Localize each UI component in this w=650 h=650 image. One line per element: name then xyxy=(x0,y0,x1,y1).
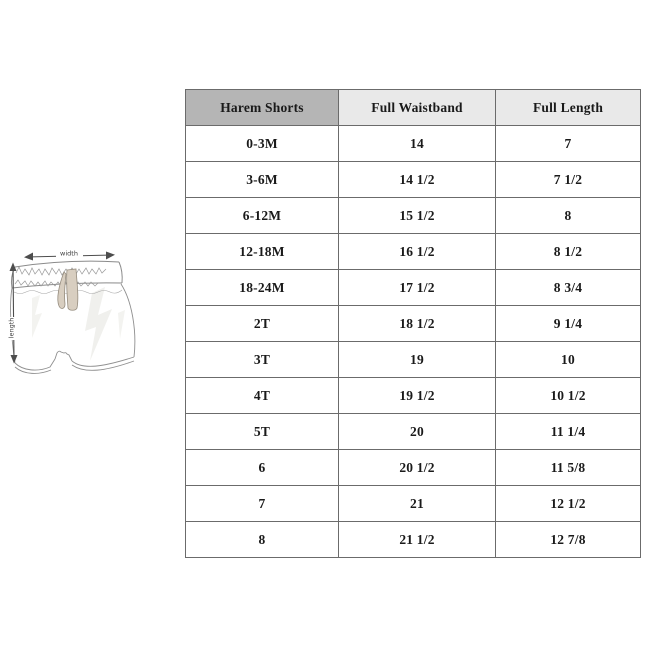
table-cell: 16 1/2 xyxy=(339,234,496,270)
table-cell: 11 1/4 xyxy=(496,414,641,450)
table-row xyxy=(186,198,641,234)
length-dimension-label: length xyxy=(7,317,16,339)
table-cell: 4T xyxy=(186,378,339,414)
table-cell: 9 1/4 xyxy=(496,306,641,342)
table-cell: 8 xyxy=(496,198,641,234)
table-header xyxy=(186,90,641,126)
table-cell: 0-3M xyxy=(186,126,339,162)
width-arrow xyxy=(24,248,115,261)
column-header-waistband: Full Waistband xyxy=(339,90,496,126)
table-cell: 19 xyxy=(339,342,496,378)
table-cell: 12 7/8 xyxy=(496,522,641,558)
table-row xyxy=(186,306,641,342)
size-rows xyxy=(186,126,641,558)
table-cell: 8 1/2 xyxy=(496,234,641,270)
table-cell: 5T xyxy=(186,414,339,450)
table-row xyxy=(186,486,641,522)
table-cell: 8 xyxy=(186,522,339,558)
table-row xyxy=(186,522,641,558)
table-row xyxy=(186,162,641,198)
width-dimension-label: width xyxy=(60,249,78,258)
table-cell: 10 1/2 xyxy=(496,378,641,414)
table-row xyxy=(186,414,641,450)
table-cell: 6-12M xyxy=(186,198,339,234)
shading-shapes xyxy=(32,287,125,361)
table-cell: 11 5/8 xyxy=(496,450,641,486)
drawstring xyxy=(58,269,78,310)
table-row xyxy=(186,342,641,378)
table-cell: 18 1/2 xyxy=(339,306,496,342)
table-cell: 20 xyxy=(339,414,496,450)
table-cell: 14 1/2 xyxy=(339,162,496,198)
table-cell: 20 1/2 xyxy=(339,450,496,486)
header-row xyxy=(186,90,641,126)
shorts-illustration xyxy=(2,243,145,393)
column-header-length: Full Length xyxy=(496,90,641,126)
table-cell: 15 1/2 xyxy=(339,198,496,234)
table-row xyxy=(186,270,641,306)
table-cell: 3T xyxy=(186,342,339,378)
table-row xyxy=(186,450,641,486)
table-cell: 2T xyxy=(186,306,339,342)
table-row xyxy=(186,126,641,162)
table-cell: 17 1/2 xyxy=(339,270,496,306)
table-cell: 7 xyxy=(186,486,339,522)
table-cell: 21 xyxy=(339,486,496,522)
table-cell: 14 xyxy=(339,126,496,162)
size-chart-table xyxy=(185,89,641,558)
column-header-product: Harem Shorts xyxy=(186,90,339,126)
table-cell: 10 xyxy=(496,342,641,378)
table-cell: 3-6M xyxy=(186,162,339,198)
table-row xyxy=(186,378,641,414)
table-cell: 12 1/2 xyxy=(496,486,641,522)
table-cell: 19 1/2 xyxy=(339,378,496,414)
table-cell: 6 xyxy=(186,450,339,486)
table-cell: 8 3/4 xyxy=(496,270,641,306)
table-row xyxy=(186,234,641,270)
table-cell: 7 1/2 xyxy=(496,162,641,198)
table-cell: 7 xyxy=(496,126,641,162)
table-cell: 21 1/2 xyxy=(339,522,496,558)
table-cell: 12-18M xyxy=(186,234,339,270)
table-cell: 18-24M xyxy=(186,270,339,306)
